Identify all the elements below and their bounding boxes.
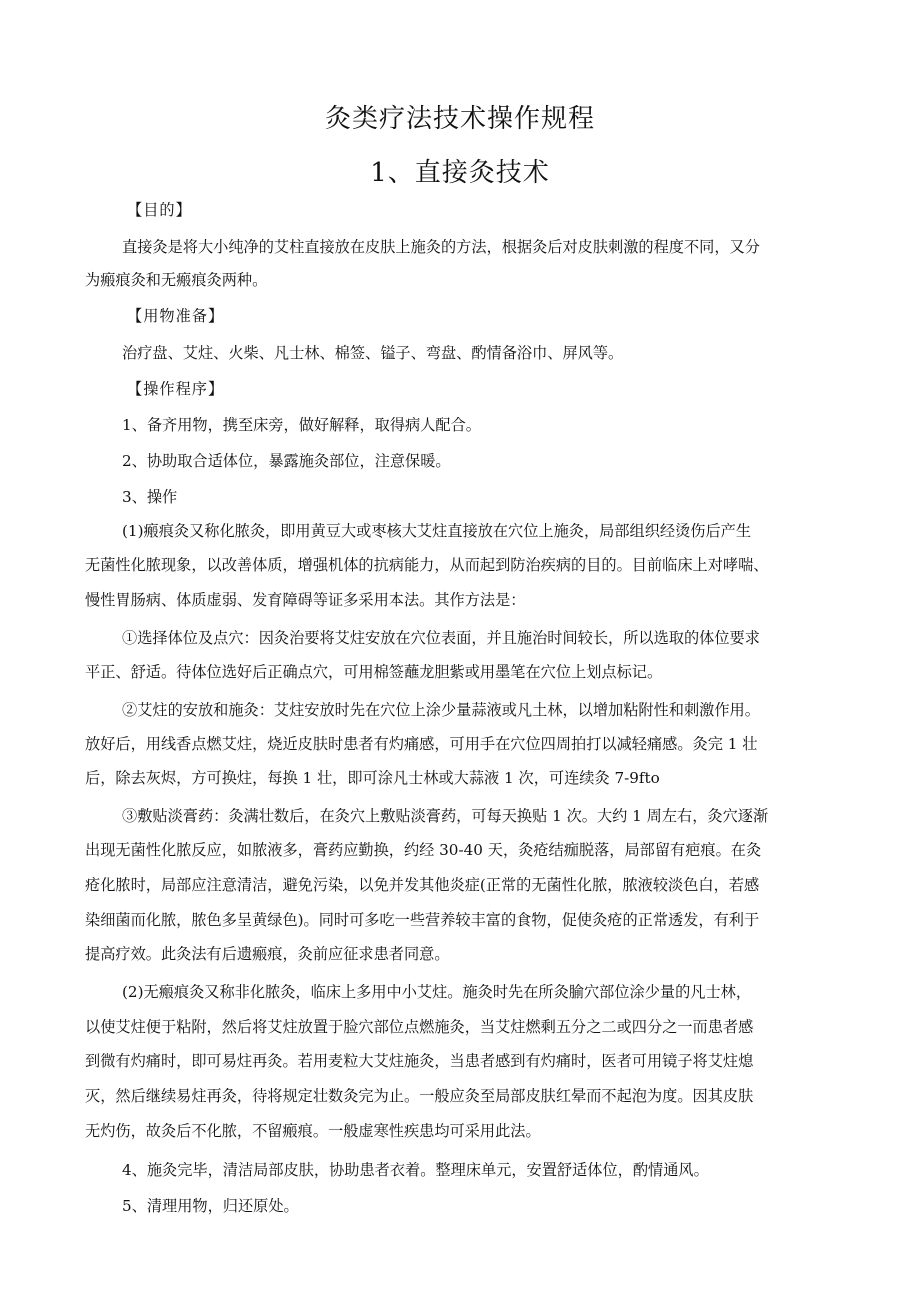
no-scar-line-2: 以使艾炷便于粘附，然后将艾炷放置于脸穴部位点燃施灸，当艾炷燃剩五分之二或四分之一而患者感 (85, 1018, 754, 1036)
place-cone-line-1: ②艾炷的安放和施灸：艾炷安放时先在穴位上涂少量蒜液或凡土林，以增加粘附性和刺激作用。 (122, 701, 760, 719)
step-5: 5、清理用物，归还原处。 (122, 1197, 299, 1215)
step-1: 1、备齐用物，携至床旁，做好解释，取得病人配合。 (122, 416, 481, 434)
scar-moxibustion-line-1: (1)瘢痕灸又称化脓灸，即用黄豆大或枣核大艾炷直接放在穴位上施灸，局部组织经烫伤后产生 (122, 522, 752, 540)
plaster-line-1: ③敷贴淡膏药：灸满壮数后，在灸穴上敷贴淡膏药，可每天换贴 1 次。大约 1 周左右，灸穴逐渐 (122, 807, 769, 825)
place-cone-line-2: 放好后，用线香点燃艾炷，烧近皮肤时患者有灼痛感，可用手在穴位四周拍打以减轻痛感。灸完 1 壮 (85, 735, 758, 753)
step-4: 4、施灸完毕，清洁局部皮肤，协助患者衣着。整理床单元，安置舒适体位，酌情通风。 (122, 1161, 709, 1179)
plaster-line-4: 染细菌而化脓，脓色多呈黄绿色)。同时可多吃一些营养较丰富的食物，促使灸疮的正常透发，有利于 (85, 911, 760, 929)
no-scar-line-4: 灭，然后继续易炷再灸，待将规定壮数灸完为止。一般应灸至局部皮肤红晕而不起泡为度。因其皮肤 (85, 1087, 754, 1105)
scar-moxibustion-line-2: 无菌性化脓现象，以改善体质，增强机体的抗病能力，从而起到防治疾病的目的。目前临床上对哮喘、 (85, 556, 769, 574)
materials-heading: 【用物准备】 (127, 307, 225, 325)
step-2: 2、协助取合适体位，暴露施灸部位，注意保暖。 (122, 452, 451, 470)
plaster-line-2: 出现无菌性化脓反应，如脓液多，膏药应勤换，约经 30-40 天，灸疮结痂脱落，局部留有疤痕。在灸 (85, 841, 762, 859)
document-subtitle: 1、直接灸技术 (370, 158, 550, 188)
purpose-line-2: 为瘢痕灸和无瘢痕灸两种。 (85, 271, 268, 289)
select-point-line-1: ①选择体位及点穴：因灸治要将艾炷安放在穴位表面，并且施治时间较长，所以选取的体位要求 (122, 629, 760, 647)
no-scar-line-3: 到微有灼痛时，即可易炷再灸。若用麦粒大艾炷施灸，当患者感到有灼痛时，医者可用镜子将艾炷熄 (85, 1052, 754, 1070)
step-3: 3、操作 (122, 488, 178, 506)
document-title: 灸类疗法技术操作规程 (324, 104, 595, 134)
procedure-heading: 【操作程序】 (127, 380, 225, 398)
no-scar-line-5: 无灼伤，故灸后不化脓，不留瘢痕。一般虚寒性疾患均可采用此法。 (85, 1122, 541, 1140)
plaster-line-5: 提高疗效。此灸法有后遗瘢痕，灸前应征求患者同意。 (85, 945, 450, 963)
no-scar-line-1: (2)无瘢痕灸又称非化脓灸，临床上多用中小艾炷。施灸时先在所灸腧穴部位涂少量的凡士林， (122, 983, 752, 1001)
select-point-line-2: 平正、舒适。待体位选好后正确点穴，可用棉签蘸龙胆紫或用墨笔在穴位上划点标记。 (85, 663, 663, 681)
purpose-line-1: 直接灸是将大小纯净的艾柱直接放在皮肤上施灸的方法，根据灸后对皮肤刺激的程度不同，又分 (122, 238, 760, 256)
materials-line: 治疗盘、艾炷、火柴、凡士林、棉签、镒子、弯盘、酌情备浴巾、屏风等。 (122, 344, 624, 362)
place-cone-line-3: 后，除去灰烬，方可换炷，每换 1 壮，即可涂凡士林或大蒜液 1 次，可连续灸 7-9fto (85, 769, 660, 787)
plaster-line-3: 疮化脓时，局部应注意清洁，避免污染，以免并发其他炎症(正常的无菌性化脓，脓液较淡色白，若感 (85, 876, 760, 894)
scar-moxibustion-line-3: 慢性胃肠病、体质虚弱、发育障碍等证多采用本法。其作方法是： (85, 591, 526, 609)
purpose-heading: 【目的】 (127, 201, 192, 219)
